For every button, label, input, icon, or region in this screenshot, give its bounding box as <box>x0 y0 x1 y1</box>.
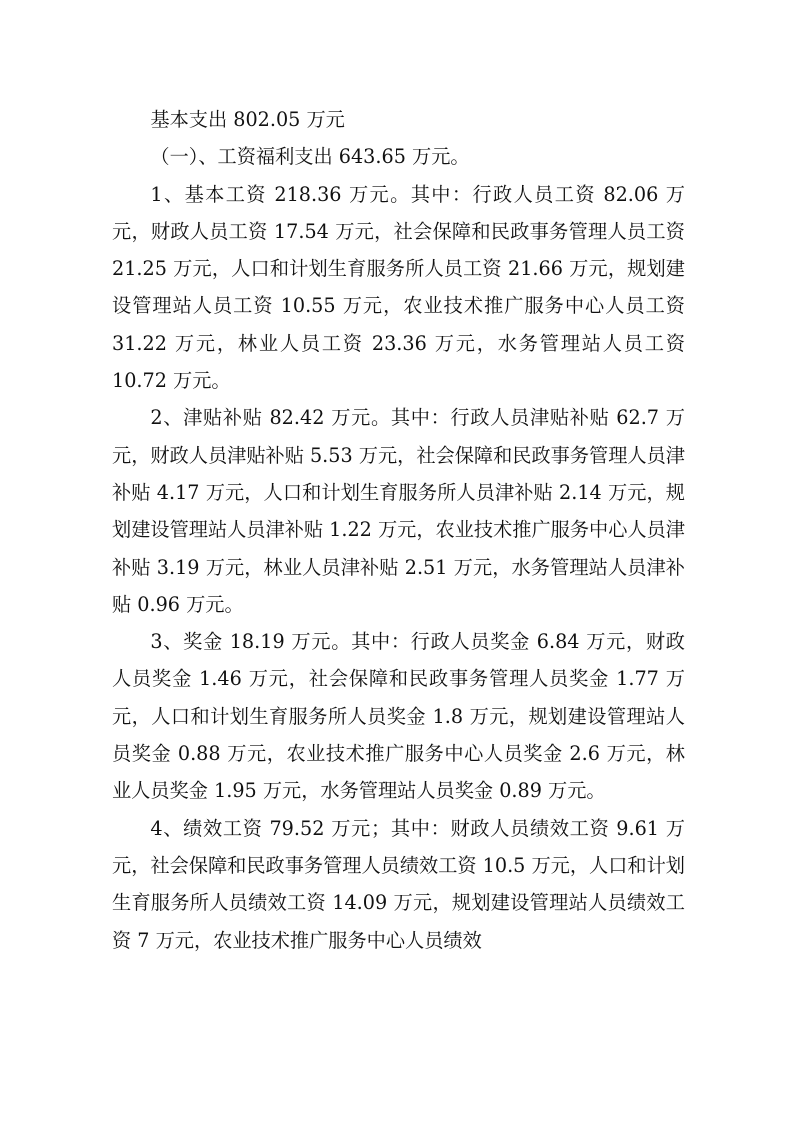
section-subheading: （一）、工资福利支出 643.65 万元。 <box>150 145 470 169</box>
paragraph-performance-pay: 4、绩效工资 79.52 万元；其中：财政人员绩效工资 9.61 万元，社会保障和民政事务管理人员绩效工资 10.5 万元，人口和计划生育服务所人员绩效工资 14.09 万元，规划建设管理站人员绩效工资 7 万元，农业技术推广服务中心人员绩效 <box>112 816 685 952</box>
paragraph-basic-salary: 1、基本工资 218.36 万元。其中：行政人员工资 82.06 万元，财政人员工资 17.54 万元，社会保障和民政事务管理人员工资 21.25 万元，人口和计划生育服务所人员工资 21.66 万元，规划建设管理站人员工资 10.55 万元，农业技术推广服务中心人员工资 31.22 万元，林业人员工资 23.36 万元，水务管理站人员工资 10.72 万元。 <box>112 182 685 393</box>
paragraph-bonus: 3、奖金 18.19 万元。其中：行政人员奖金 6.84 万元，财政人员奖金 1.46 万元，社会保障和民政事务管理人员奖金 1.77 万元，人口和计划生育服务所人员奖金 1.8 万元，规划建设管理站人员奖金 0.88 万元，农业技术推广服务中心人员奖金 2.6 万元，林业人员奖金 1.95 万元，水务管理站人员奖金 0.89 万元。 <box>112 630 685 803</box>
section-heading: 基本支出 802.05 万元 <box>150 108 345 131</box>
paragraph-allowances: 2、津贴补贴 82.42 万元。其中：行政人员津贴补贴 62.7 万元，财政人员津贴补贴 5.53 万元，社会保障和民政事务管理人员津补贴 4.17 万元，人口和计划生育服务所人员津补贴 2.14 万元，规划建设管理站人员津补贴 1.22 万元，农业技术推广服务中心人员津补贴 3.19 万元，林业人员津补贴 2.51 万元，水务管理站人员津补贴 0.96 万元。 <box>112 406 685 616</box>
document-body <box>112 101 685 959</box>
